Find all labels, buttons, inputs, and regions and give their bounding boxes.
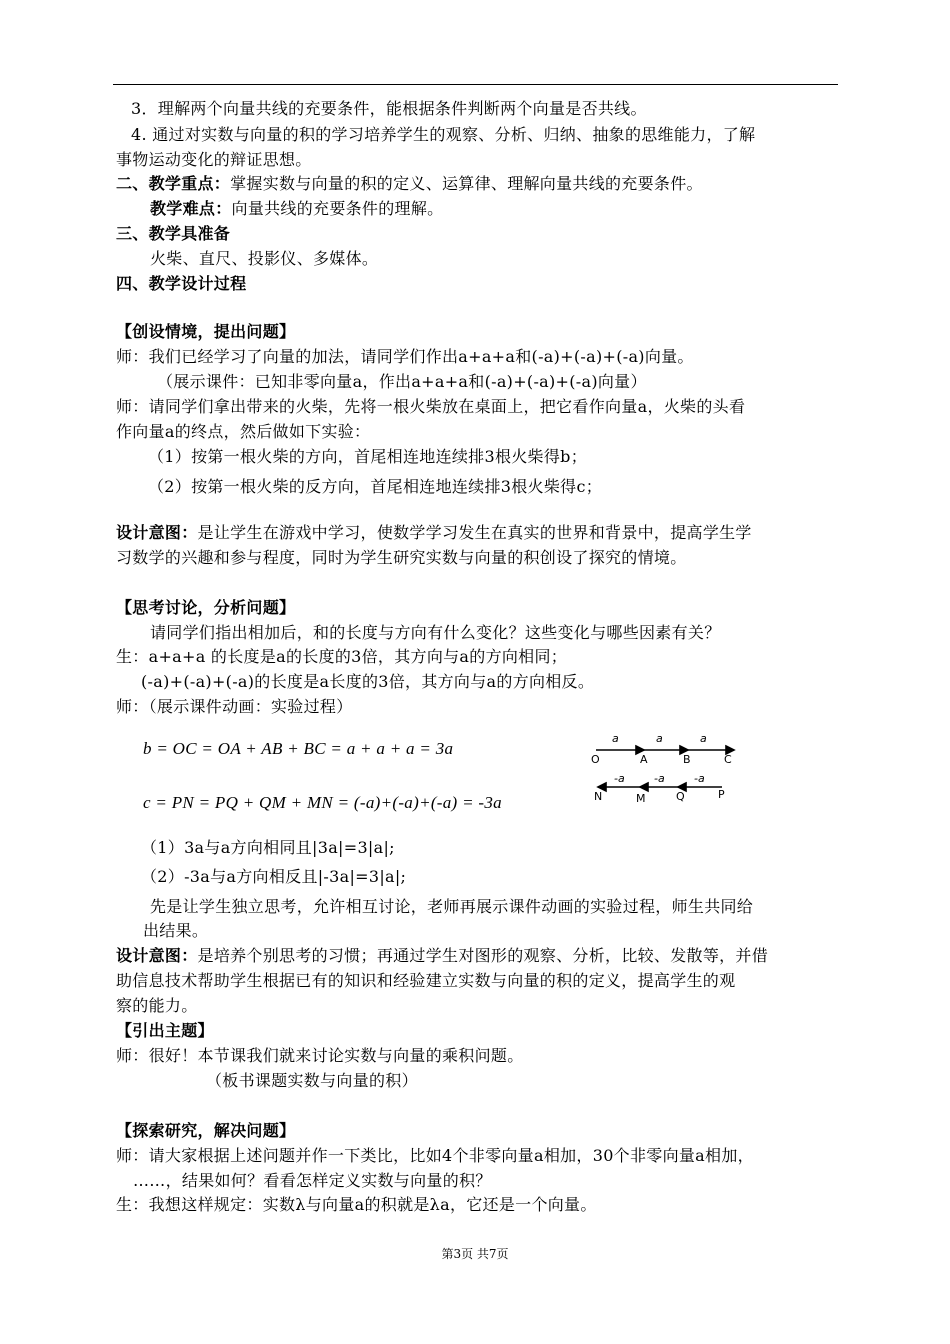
label-a2: a [656,732,663,745]
equation-b: b = OC = OA + AB + BC = a + a + a = 3a [143,739,454,758]
text-line: 先是让学生独立思考，允许相互讨论，老师再展示课件动画的实验过程，师生共同给 [150,897,754,916]
text-line: 请同学们指出相加后，和的长度与方向有什么变化？这些变化与哪些因素有关？ [150,623,721,642]
section-heading-4: 四、教学设计过程 [116,274,247,293]
section-body: 掌握实数与向量的积的定义、运算律、理解向量共线的充要条件。 [230,174,703,193]
equation-c: c = PN = PQ + QM + MN = (-a)+(-a)+(-a) = -3a [143,793,502,812]
label-a1: a [612,732,619,745]
design-intent [116,945,768,967]
vector-diagram [588,728,748,808]
section-label: 二、教学重点： [116,174,231,193]
text-line: 师：请大家根据上述问题并作一下类比，比如4个非零向量a相加，30个非零向量a相加， [116,1146,754,1165]
text-line: 4. 通过对实数与向量的积的学习培养学生的观察、分析、归纳、抽象的思维能力，了解 [131,125,756,144]
point-C: C [724,753,732,766]
text-line: （2）-3a与a方向相反且|-3a|=3|a|; [141,867,407,886]
difficulty-label: 教学难点： [150,199,232,218]
text-line: 火柴、直尺、投影仪、多媒体。 [150,249,379,268]
text-line: （2）按第一根火柴的反方向，首尾相连地连续排3根火柴得c； [148,477,603,496]
section-heading-2 [116,173,703,195]
text-line: 助信息技术帮助学生根据已有的知识和经验建立实数与向量的积的定义，提高学生的观 [116,971,736,990]
difficulty-body: 向量共线的充要条件的理解。 [231,199,444,218]
text-line: 3．理解两个向量共线的充要条件，能根据条件判断两个向量是否共线。 [131,99,647,118]
text-line: 师：（展示课件动画：实验过程） [116,697,353,716]
text-line: 生：我想这样规定：实数λ与向量a的积就是λa，它还是一个向量。 [116,1195,597,1214]
point-B: B [683,753,691,766]
text-line: （板书课题实数与向量的积） [206,1071,418,1090]
label-neg-a1: -a [614,772,625,785]
text-line: 事物运动变化的辩证思想。 [116,150,312,169]
section-heading-3: 三、教学具准备 [116,224,231,243]
subheading: 【思考讨论，分析问题】 [116,598,296,617]
text-line: (-a)+(-a)+(-a)的长度是a长度的3倍，其方向与a的方向相反。 [141,672,595,691]
text-line: 生：a+a+a 的长度是a的长度的3倍，其方向与a的方向相同； [116,647,568,666]
design-intent-label: 设计意图： [116,523,198,542]
text-line: ……，结果如何？看看怎样定义实数与向量的积？ [133,1171,492,1190]
point-M: M [636,792,646,805]
design-intent-label: 设计意图： [116,946,198,965]
header-rule [113,84,838,85]
label-a3: a [700,732,707,745]
text-line: 出结果。 [143,921,209,940]
text-line: 作向量a的终点，然后做如下实验： [116,422,371,441]
text-line: （展示课件：已知非零向量a，作出a+a+a和(-a)+(-a)+(-a)向量） [157,372,647,391]
design-intent [116,522,752,544]
point-N: N [594,790,603,803]
text-line: 察的能力。 [116,996,198,1015]
design-intent-body: 是让学生在游戏中学习，使数学学习发生在真实的世界和背景中，提高学生学 [197,523,752,542]
subheading: 【引出主题】 [116,1021,214,1040]
text-line: 习数学的兴趣和参与程度，同时为学生研究实数与向量的积创设了探究的情境。 [116,548,687,567]
design-intent-body: 是培养个别思考的习惯；再通过学生对图形的观察、分析，比较、发散等，并借 [197,946,769,965]
point-Q: Q [676,790,685,803]
point-O: O [591,753,600,766]
point-P: P [718,788,725,801]
subheading: 【创设情境，提出问题】 [116,322,296,341]
text-line: 师：请同学们拿出带来的火柴，先将一根火柴放在桌面上，把它看作向量a，火柴的头看 [116,397,746,416]
text-line: 师：很好！本节课我们就来讨论实数与向量的乘积问题。 [116,1046,524,1065]
arrowhead [640,783,648,791]
text-line: 师：我们已经学习了向量的加法，请同学们作出a+a+a和(-a)+(-a)+(-a)向量。 [116,347,694,366]
label-neg-a3: -a [694,772,705,785]
label-neg-a2: -a [654,772,665,785]
text-line: （1）3a与a方向相同且|3a|=3|a|; [141,838,395,857]
difficulty-line [150,198,443,220]
page-footer: 第3页 共7页 [441,1247,509,1261]
point-A: A [640,753,648,766]
subheading: 【探索研究，解决问题】 [116,1121,296,1140]
text-line: （1）按第一根火柴的方向，首尾相连地连续排3根火柴得b； [148,447,588,466]
